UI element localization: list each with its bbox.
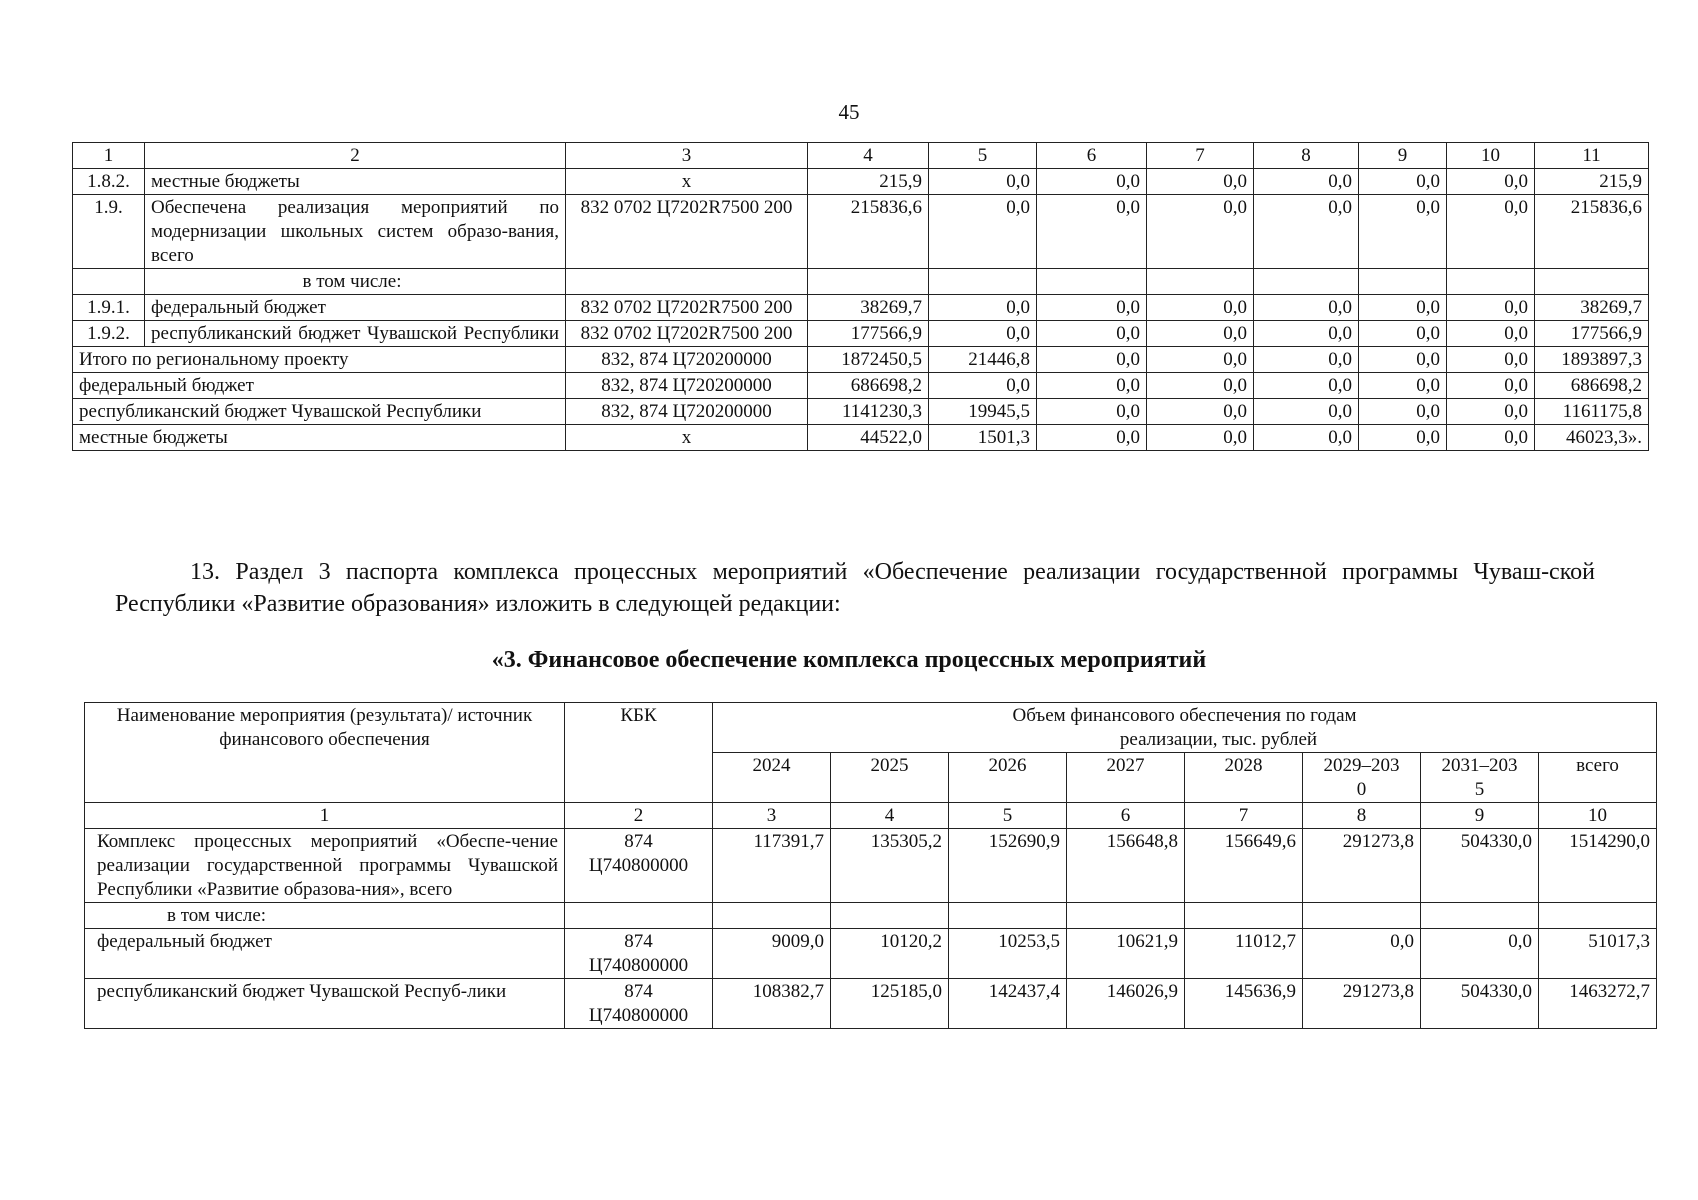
table-cell: 156648,8 (1067, 829, 1185, 903)
table-cell: 152690,9 (949, 829, 1067, 903)
table-cell: 0,0 (1359, 321, 1447, 347)
table-cell: 0,0 (1359, 425, 1447, 451)
table-cell: 0,0 (1254, 347, 1359, 373)
table-cell: 0,0 (1303, 929, 1421, 979)
row-label: Обеспечена реализация мероприятий по модернизации школьных систем образо-вания, всего (145, 195, 566, 269)
table-cell: 1463272,7 (1539, 979, 1657, 1029)
column-number: 4 (831, 803, 949, 829)
total-row (73, 425, 1649, 451)
table-cell (565, 903, 713, 929)
table-cell: 504330,0 (1421, 829, 1539, 903)
table-cell: 177566,9 (808, 321, 929, 347)
row-label: в том числе: (145, 269, 566, 295)
column-number: 2 (145, 143, 566, 169)
table-cell: 38269,7 (1535, 295, 1649, 321)
row-label: в том числе: (85, 903, 565, 929)
column-number: 7 (1185, 803, 1303, 829)
table-cell: 1.8.2. (73, 169, 145, 195)
header-volume-line1: Объем финансового обеспечения по годам (1012, 705, 1357, 726)
table-cell: 832, 874 Ц720200000 (566, 399, 808, 425)
table-cell: 1514290,0 (1539, 829, 1657, 903)
table-cell: 19945,5 (929, 399, 1037, 425)
financing-table (84, 702, 1657, 1029)
column-number: 5 (949, 803, 1067, 829)
table-cell (1539, 903, 1657, 929)
table-cell: 874 Ц740800000 (565, 829, 713, 903)
table-cell: 0,0 (1037, 373, 1147, 399)
header-kbk: КБК (565, 703, 713, 803)
year-header: 2024 (713, 753, 831, 803)
table-row (85, 829, 1657, 903)
table-cell: 145636,9 (1185, 979, 1303, 1029)
table-cell: х (566, 425, 808, 451)
table-cell: 832, 874 Ц720200000 (566, 347, 808, 373)
row-label: республиканский бюджет Чувашской Респуб-лики (85, 979, 565, 1029)
column-number: 10 (1539, 803, 1657, 829)
table-cell (929, 269, 1037, 295)
table-cell (1359, 269, 1447, 295)
table-cell: 0,0 (1359, 399, 1447, 425)
table-cell: 1.9.2. (73, 321, 145, 347)
table-row (73, 295, 1649, 321)
row-label: федеральный бюджет (85, 929, 565, 979)
table-cell (808, 269, 929, 295)
year-header: 2028 (1185, 753, 1303, 803)
table-cell: 686698,2 (1535, 373, 1649, 399)
table-cell: 0,0 (1359, 373, 1447, 399)
table-cell (566, 269, 808, 295)
page-number: 45 (838, 100, 860, 124)
table-cell: 10253,5 (949, 929, 1067, 979)
table-cell (1421, 903, 1539, 929)
table-cell: 1.9.1. (73, 295, 145, 321)
total-row (73, 399, 1649, 425)
table-cell: 146026,9 (1067, 979, 1185, 1029)
table-cell: 108382,7 (713, 979, 831, 1029)
header-name: Наименование мероприятия (результата)/ источник финансового обеспечения (85, 703, 565, 803)
table-header-row (73, 143, 1649, 169)
column-number: 10 (1447, 143, 1535, 169)
table-cell: 215,9 (1535, 169, 1649, 195)
table-cell: 0,0 (1359, 347, 1447, 373)
total-row (73, 373, 1649, 399)
table-cell: 0,0 (1447, 373, 1535, 399)
column-number: 6 (1037, 143, 1147, 169)
table-cell: 291273,8 (1303, 979, 1421, 1029)
table-cell: 0,0 (929, 195, 1037, 269)
table-cell: 0,0 (1147, 169, 1254, 195)
table-cell: 38269,7 (808, 295, 929, 321)
table-cell: 0,0 (1147, 399, 1254, 425)
column-number: 7 (1147, 143, 1254, 169)
table-cell (1535, 269, 1649, 295)
table-cell: 832 0702 Ц7202R7500 200 (566, 195, 808, 269)
column-number: 11 (1535, 143, 1649, 169)
header-volume-line2: реализации, тыс. рублей (1119, 729, 1318, 750)
instruction-paragraph: 13. Раздел 3 паспорта комплекса процессных мероприятий «Обеспечение реализации государственной программы Чуваш-ской Республики «Развитие образования» изложить в следующей редакции: (115, 559, 1595, 617)
table-cell: 1501,3 (929, 425, 1037, 451)
table-cell: 504330,0 (1421, 979, 1539, 1029)
table-cell: 0,0 (1037, 425, 1147, 451)
table-cell (1447, 269, 1535, 295)
year-header: 2025 (831, 753, 949, 803)
year-header: 2026 (949, 753, 1067, 803)
column-number: 4 (808, 143, 929, 169)
table-row (73, 195, 1649, 269)
table-cell: 9009,0 (713, 929, 831, 979)
header-volume (713, 703, 1657, 753)
total-label: Итого по региональному проекту (73, 347, 566, 373)
table-cell: х (566, 169, 808, 195)
table-cell: 0,0 (1254, 399, 1359, 425)
table-cell (949, 903, 1067, 929)
table-cell: 0,0 (1447, 321, 1535, 347)
table-cell: 10621,9 (1067, 929, 1185, 979)
table-cell: 0,0 (1254, 169, 1359, 195)
table-row (85, 903, 1657, 929)
year-header: 2027 (1067, 753, 1185, 803)
table-cell: 832 0702 Ц7202R7500 200 (566, 321, 808, 347)
column-number: 1 (73, 143, 145, 169)
table-row (73, 269, 1649, 295)
column-number: 3 (566, 143, 808, 169)
table-cell: 177566,9 (1535, 321, 1649, 347)
table-cell: 0,0 (1447, 425, 1535, 451)
table-cell: 0,0 (1359, 169, 1447, 195)
table-cell (831, 903, 949, 929)
table-cell: 832, 874 Ц720200000 (566, 373, 808, 399)
table-cell: 215836,6 (1535, 195, 1649, 269)
table-cell: 0,0 (929, 295, 1037, 321)
table-cell: 11012,7 (1185, 929, 1303, 979)
table-cell: 0,0 (1254, 295, 1359, 321)
table-cell: 874 Ц740800000 (565, 929, 713, 979)
table-cell: 1872450,5 (808, 347, 929, 373)
table-cell: 0,0 (1147, 295, 1254, 321)
table-cell: 0,0 (929, 321, 1037, 347)
table-cell: 0,0 (1447, 399, 1535, 425)
table-cell: 0,0 (1147, 321, 1254, 347)
row-label: Комплекс процессных мероприятий «Обеспе-чение реализации государственной программы Чувашской Республики «Развитие образова-ния», всего (85, 829, 565, 903)
table-cell: 117391,7 (713, 829, 831, 903)
table-cell: 0,0 (1037, 347, 1147, 373)
section-heading: «3. Финансовое обеспечение комплекса процессных мероприятий (491, 647, 1207, 673)
table-cell (1147, 269, 1254, 295)
column-number: 3 (713, 803, 831, 829)
table-cell (1185, 903, 1303, 929)
table-cell: 156649,6 (1185, 829, 1303, 903)
table-cell (1303, 903, 1421, 929)
column-number: 5 (929, 143, 1037, 169)
table-cell: 1.9. (73, 195, 145, 269)
table-cell: 0,0 (1147, 373, 1254, 399)
column-number: 9 (1421, 803, 1539, 829)
table-cell: 0,0 (1254, 321, 1359, 347)
table-cell: 0,0 (1359, 295, 1447, 321)
table-cell: 0,0 (1447, 169, 1535, 195)
table-cell: 21446,8 (929, 347, 1037, 373)
year-header: 2029–2030 (1303, 753, 1421, 803)
table-cell: 0,0 (1447, 347, 1535, 373)
table-row (73, 321, 1649, 347)
table-cell: 1161175,8 (1535, 399, 1649, 425)
table-cell: 686698,2 (808, 373, 929, 399)
row-label: республиканский бюджет Чувашской Республики (145, 321, 566, 347)
table-cell (1254, 269, 1359, 295)
year-header: 2031–2035 (1421, 753, 1539, 803)
column-number: 8 (1254, 143, 1359, 169)
table-row (73, 169, 1649, 195)
table-cell: 291273,8 (1303, 829, 1421, 903)
year-header: всего (1539, 753, 1657, 803)
table-cell (1037, 269, 1147, 295)
row-label: местные бюджеты (145, 169, 566, 195)
table-cell: 1893897,3 (1535, 347, 1649, 373)
table-cell: 0,0 (1037, 295, 1147, 321)
table-cell: 215836,6 (808, 195, 929, 269)
table-cell: 215,9 (808, 169, 929, 195)
table-cell: 142437,4 (949, 979, 1067, 1029)
table-cell: 135305,2 (831, 829, 949, 903)
table-cell: 10120,2 (831, 929, 949, 979)
table-cell: 0,0 (1359, 195, 1447, 269)
total-label: федеральный бюджет (73, 373, 566, 399)
table-cell: 0,0 (1421, 929, 1539, 979)
table-cell: 0,0 (1254, 195, 1359, 269)
table-cell: 1141230,3 (808, 399, 929, 425)
column-number: 2 (565, 803, 713, 829)
column-number: 9 (1359, 143, 1447, 169)
table-cell: 0,0 (929, 373, 1037, 399)
column-number: 8 (1303, 803, 1421, 829)
column-number: 6 (1067, 803, 1185, 829)
table-cell: 0,0 (1147, 195, 1254, 269)
regional-project-table (72, 142, 1649, 451)
table-cell: 0,0 (1254, 373, 1359, 399)
table-cell: 125185,0 (831, 979, 949, 1029)
table-cell: 0,0 (1147, 347, 1254, 373)
total-label: республиканский бюджет Чувашской Республики (73, 399, 566, 425)
total-row (73, 347, 1649, 373)
table-cell (1067, 903, 1185, 929)
table-cell: 874 Ц740800000 (565, 979, 713, 1029)
table-cell: 0,0 (1447, 195, 1535, 269)
table-cell: 44522,0 (808, 425, 929, 451)
row-label: федеральный бюджет (145, 295, 566, 321)
table-row (85, 929, 1657, 979)
table-cell: 0,0 (1147, 425, 1254, 451)
table-cell: 0,0 (929, 169, 1037, 195)
table-cell (73, 269, 145, 295)
table-cell: 832 0702 Ц7202R7500 200 (566, 295, 808, 321)
table-cell: 0,0 (1037, 169, 1147, 195)
table-cell: 0,0 (1037, 195, 1147, 269)
column-number: 1 (85, 803, 565, 829)
table-cell: 0,0 (1447, 295, 1535, 321)
table-cell: 46023,3». (1535, 425, 1649, 451)
table-cell: 0,0 (1037, 399, 1147, 425)
table-cell: 0,0 (1254, 425, 1359, 451)
table-row (85, 979, 1657, 1029)
table-cell: 51017,3 (1539, 929, 1657, 979)
total-label: местные бюджеты (73, 425, 566, 451)
table-cell: 0,0 (1037, 321, 1147, 347)
table-cell (713, 903, 831, 929)
